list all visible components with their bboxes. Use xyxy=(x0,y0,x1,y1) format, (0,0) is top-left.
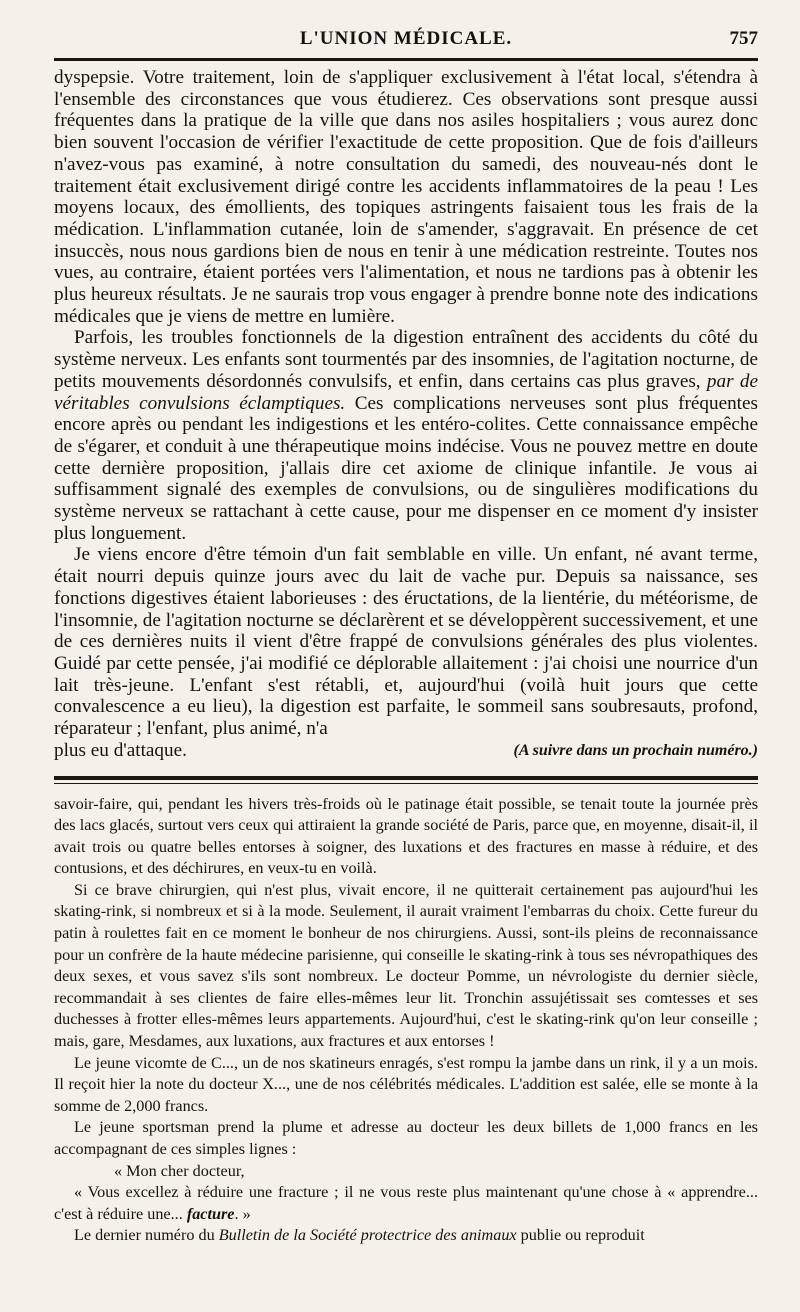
letter-body xyxy=(54,1182,758,1225)
feuilleton-paragraph-2: Si ce brave chirurgien, qui n'est plus, vivait encore, il ne quitterait certainement pas aujourd'hui les skating-rink, si nombreux et si à la mode. Seulement, il aurait vraiment l'embarras du choix. Cette fureur du patin à roulettes fait en ce moment le bonheur de nos chirurgiens. Aussi, sont-ils pleins de reconnaissance pour un confrère de la haute médecine parisienne, qui conseille le skating-rink à tous ses névropathiques des deux sexes, et vous savez s'ils sont nombreux. Le docteur Pomme, un névrologiste du dernier siècle, recommandait à ses clientes de faire elles-mêmes leur lit. Tronchin assujétissait ses comtesses et ses duchesses à frotter elles-mêmes leurs appartements. Aujourd'hui, c'est le skating-rink qu'on leur conseille ; mais, gare, Mesdames, aux luxations, aux fractures et aux entorses ! xyxy=(54,880,758,1051)
para2-text-before: Parfois, les troubles fonctionnels de la digestion entraînent des accidents du côté du système nerveux. Les enfants sont tourmentés par des insomnies, de l'agitation nocturne, de petits mouvements désordonnés convulsifs, et enfin, dans certains cas plus graves, xyxy=(54,327,758,392)
letter-salutation: « Mon cher docteur, xyxy=(114,1161,245,1180)
running-head xyxy=(54,24,758,58)
main-article xyxy=(54,67,758,762)
article-closing-line xyxy=(54,740,758,762)
article-paragraph-1: dyspepsie. Votre traitement, loin de s'appliquer exclusivement à l'état local, s'étendra à l'ensemble des circonstances que vous étudierez. Ces observations sont presque aussi fréquentes dans la pratique de la ville que dans nos asiles hospitaliers ; vous aurez donc bien souvent l'occasion de vérifier l'exactitude de cette proposition. Que de fois d'ailleurs n'avez-vous pas examiné, à notre consultation du samedi, des nouveau-nés dont le traitement était exclusivement dirigé contre les accidents inflammatoires de la peau ! Les moyens locaux, des émollients, des topiques astringents faisaient tous les frais de la médication. L'inflammation cutanée, loin de s'amender, s'aggravait. En présence de cet insuccès, nous nous gardions bien de nous en tenir à une médication restreinte. Toutes nos vues, au contraire, étaient portées vers l'alimentation, et nous ne tardions pas à obtenir les plus heureux résultats. Je ne saurais trop vous engager à prendre bonne note des indications médicales que je viens de mettre en lumière. xyxy=(54,67,758,327)
feuilleton-paragraph-1: savoir-faire, qui, pendant les hivers très-froids où le patinage était possible, se tenait toute la journée près des lacs glacés, surtout vers ceux qui attiraient la grande société de Paris, parce que, en moyenne, disait-il, il avait trois ou quatre belles entorses à soigner, des luxations et des fractures en masse à réduire, et des contusions, et des déchirures, en veux-tu en voilà. xyxy=(54,794,758,878)
page-number: 757 xyxy=(729,28,758,49)
letter-text-before: « Vous excellez à réduire une fracture ; il ne vous reste plus maintenant qu'une chose à « apprendre... c'est à réduire une... xyxy=(54,1183,758,1223)
article-last-line: plus eu d'attaque. xyxy=(54,739,187,761)
article-paragraph-3: Je viens encore d'être témoin d'un fait semblable en ville. Un enfant, né avant terme, était nourri depuis quinze jours avec du lait de vache pur. Depuis sa naissance, ses fonctions digestives étaient laborieuses : des éructations, de la lientérie, du météorisme, de l'insomnie, de l'agitation nocturne se déclarèrent et se développèrent successivement, et une de ces dernières nuits il vient d'être frappé de convulsions générales des plus violentes. Guidé par cette pensée, j'ai modifié ce déplorable allaitement : j'ai choisi une nourrice d'un lait très-jeune. L'enfant s'est rétabli, et, aujourd'hui (voilà huit jours que cette convalescence a eu lieu), la digestion est parfaite, le sommeil sans soubresauts, profond, réparateur ; l'enfant, plus animé, n'a xyxy=(54,544,758,740)
feuilleton-paragraph-4: Le jeune sportsman prend la plume et adresse au docteur les deux billets de 1,000 francs en les accompagnant de ces simples lignes : xyxy=(54,1118,758,1158)
feuilleton-section xyxy=(54,794,758,1247)
feuilleton-paragraph-7 xyxy=(54,1225,758,1247)
feuilleton-separator xyxy=(54,776,758,784)
bulletin-title: Bulletin de la Société protectrice des animaux xyxy=(218,1226,517,1245)
letter-italic-word: facture xyxy=(186,1204,235,1223)
header-rule xyxy=(54,58,758,61)
para2-italic-text: par de véritables convulsions éclamptiques. xyxy=(54,370,758,414)
feuilleton-paragraph-3: Le jeune vicomte de C..., un de nos skatineurs enragés, s'est rompu la jambe dans un rink, il y a un mois. Il reçoit hier la note du docteur X..., une de nos célébrités médicales. L'addition est salée, elle se monte à la somme de 2,000 francs. xyxy=(54,1053,758,1115)
article-paragraph-2 xyxy=(54,327,758,544)
p7-text-before: Le dernier numéro du xyxy=(74,1226,219,1245)
separator-thin-rule xyxy=(54,783,758,784)
para2-text-after: Ces complications nerveuses sont plus fréquentes encore après ou pendant les indigestions et les entéro-colites. Cette connaissance empêche de s'égarer, et conduit à une thérapeutique moins indécise. Vous ne pouvez mettre en doute cette dernière proposition, j'allais dire cet axiome de clinique infantile. Je vous ai suffisamment signalé des exemples de convulsions, ou de singulières modifications du système nerveux se rattachant à cette cause, pour me dispenser en ce moment d'y insister plus longuement. xyxy=(54,392,758,544)
separator-thick-rule xyxy=(54,776,758,780)
continuation-note: (A suivre dans un prochain numéro.) xyxy=(513,741,758,759)
journal-title: L'UNION MÉDICALE. xyxy=(299,28,513,49)
letter-text-after: . » xyxy=(234,1204,251,1223)
p7-text-after: publie ou reproduit xyxy=(516,1226,645,1245)
